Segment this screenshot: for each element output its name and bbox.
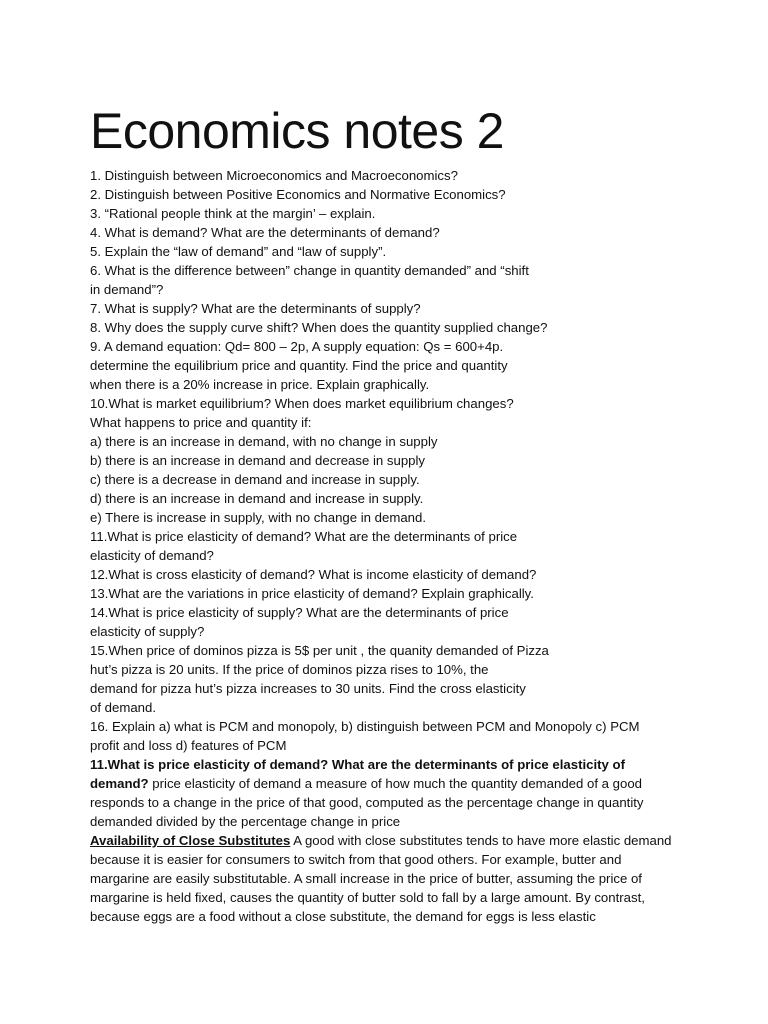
- substitutes-heading: Availability of Close Substitutes: [90, 833, 291, 848]
- question-line: 2. Distinguish between Positive Economics and Normative Economics?: [90, 187, 506, 202]
- question-line: determine the equilibrium price and quantity. Find the price and quantity: [90, 358, 508, 373]
- substitutes-paragraph: [90, 831, 680, 926]
- question-line: of demand.: [90, 700, 156, 715]
- answer-question: 11.What is price elasticity of demand? What are the determinants of price elasticity of demand?: [90, 757, 625, 791]
- document-page: [90, 100, 690, 926]
- question-line: 11.What is price elasticity of demand? What are the determinants of price: [90, 529, 518, 544]
- question-line: e) There is increase in supply, with no change in demand.: [90, 510, 426, 525]
- answer-paragraph: [90, 755, 680, 831]
- question-line: 14.What is price elasticity of supply? What are the determinants of price: [90, 605, 509, 620]
- question-line: elasticity of demand?: [90, 548, 214, 563]
- question-line: 4. What is demand? What are the determinants of demand?: [90, 225, 440, 240]
- question-line: 1. Distinguish between Microeconomics and Macroeconomics?: [90, 168, 458, 183]
- question-line: a) there is an increase in demand, with no change in supply: [90, 434, 438, 449]
- question-line: demand for pizza hut’s pizza increases to 30 units. Find the cross elasticity: [90, 681, 526, 696]
- question-line: 9. A demand equation: Qd= 800 – 2p, A supply equation: Qs = 600+4p.: [90, 339, 504, 354]
- question-line: 12.What is cross elasticity of demand? What is income elasticity of demand?: [90, 567, 537, 582]
- question-line: b) there is an increase in demand and decrease in supply: [90, 453, 426, 468]
- substitutes-text: A good with close substitutes tends to have more elastic demand because it is easier for consumers to switch from that good others. For example, butter and margarine are easily substitutable. A small increase in the price of butter, assuming the price of margarine is held fixed, causes the quantity of butter sold to fall by a large amount. By contrast, because eggs are a food without a close substitute, the demand for eggs is less elastic: [90, 833, 672, 924]
- question-line: elasticity of supply?: [90, 624, 205, 639]
- question-line: 10.What is market equilibrium? When does market equilibrium changes?: [90, 396, 514, 411]
- question-line: profit and loss d) features of PCM: [90, 738, 287, 753]
- question-line: in demand”?: [90, 282, 164, 297]
- page-title: Economics notes 2: [90, 103, 504, 159]
- question-line: 6. What is the difference between” change in quantity demanded” and “shift: [90, 263, 529, 278]
- question-line: 7. What is supply? What are the determinants of supply?: [90, 301, 421, 316]
- question-line: 3. “Rational people think at the margin’ – explain.: [90, 206, 376, 221]
- question-line: 8. Why does the supply curve shift? When does the quantity supplied change?: [90, 320, 548, 335]
- question-line: What happens to price and quantity if:: [90, 415, 312, 430]
- answer-text: price elasticity of demand a measure of how much the quantity demanded of a good responds to a change in the price of that good, computed as the percentage change in quantity demanded divided by the percentage change in price: [90, 776, 644, 829]
- question-line: 16. Explain a) what is PCM and monopoly, b) distinguish between PCM and Monopoly c) PCM: [90, 719, 640, 734]
- question-line: d) there is an increase in demand and increase in supply.: [90, 491, 424, 506]
- question-line: c) there is a decrease in demand and increase in supply.: [90, 472, 420, 487]
- question-line: hut’s pizza is 20 units. If the price of dominos pizza rises to 10%, the: [90, 662, 489, 677]
- question-line: 5. Explain the “law of demand” and “law of supply”.: [90, 244, 387, 259]
- question-list: [90, 166, 690, 755]
- question-line: when there is a 20% increase in price. Explain graphically.: [90, 377, 430, 392]
- question-line: 13.What are the variations in price elasticity of demand? Explain graphically.: [90, 586, 534, 601]
- question-line: 15.When price of dominos pizza is 5$ per unit , the quanity demanded of Pizza: [90, 643, 549, 658]
